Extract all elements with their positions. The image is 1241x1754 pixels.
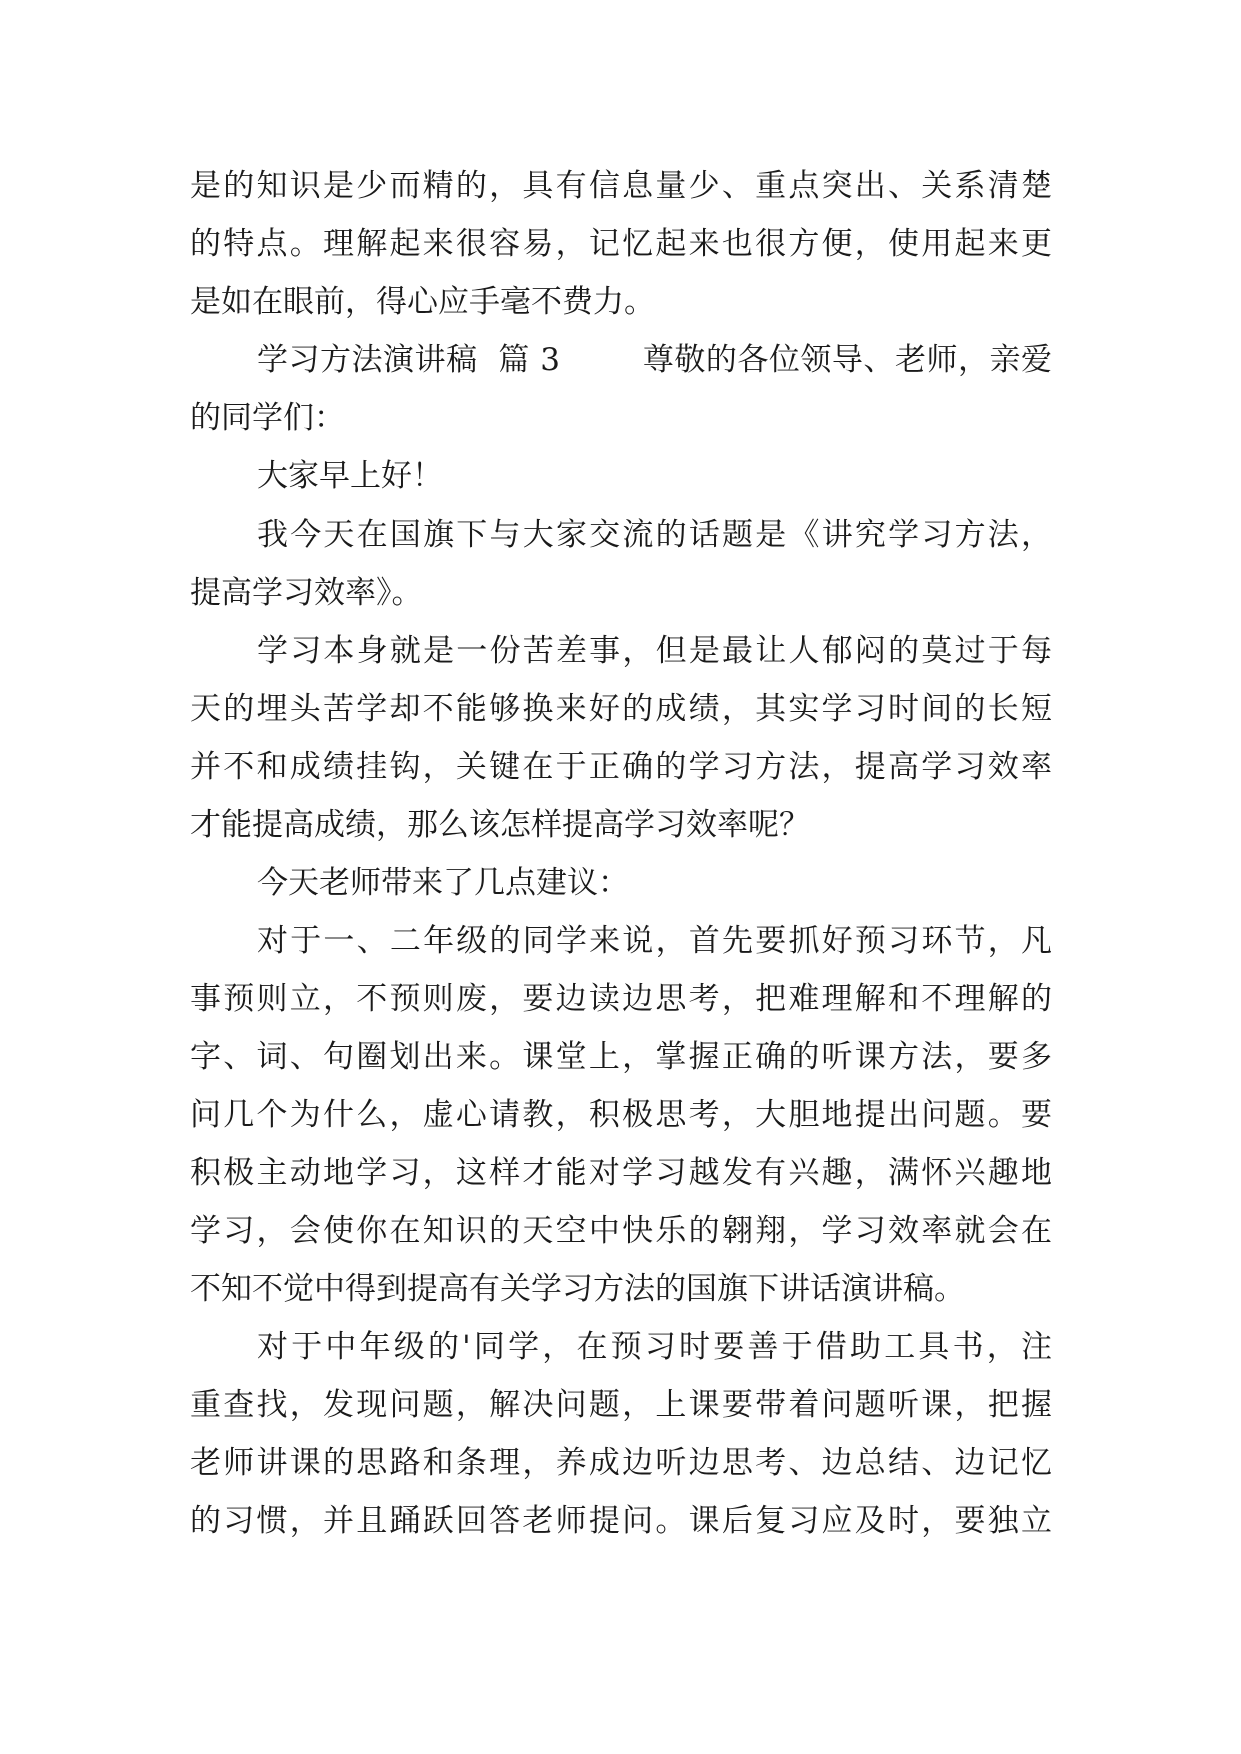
text-line: 对于中年级的'同学，在预习时要善于借助工具书，注	[257, 1329, 1052, 1365]
text-line: 今天老师带来了几点建议：	[257, 865, 629, 901]
text-line: 不知不觉中得到提高有关学习方法的国旗下讲话演讲稿。	[190, 1271, 965, 1307]
greeting-line: 大家早上好！	[257, 458, 443, 494]
text-line: 老师讲课的思路和条理，养成边听边思考、边总结、边记忆	[190, 1445, 1052, 1481]
text-line: 我今天在国旗下与大家交流的话题是《讲究学习方法，	[257, 517, 1052, 553]
text-line: 提高学习效率》。	[190, 575, 423, 611]
text-line: 问几个为什么，虚心请教，积极思考，大胆地提出问题。要	[190, 1097, 1052, 1133]
text-line: 事预则立，不预则废，要边读边思考，把难理解和不理解的	[190, 981, 1052, 1017]
text-line: 的同学们：	[190, 400, 345, 436]
text-line: 天的埋头苦学却不能够换来好的成绩，其实学习时间的长短	[190, 691, 1052, 727]
text-line: 字、词、句圈划出来。课堂上，掌握正确的听课方法，要多	[190, 1039, 1052, 1075]
text-line: 是的知识是少而精的，具有信息量少、重点突出、关系清楚	[190, 168, 1052, 204]
text-line: 并不和成绩挂钩，关键在于正确的学习方法，提高学习效率	[190, 749, 1052, 785]
text-line: 对于一、二年级的同学来说，首先要抓好预习环节，凡	[257, 923, 1052, 959]
text-line: 重查找，发现问题，解决问题，上课要带着问题听课，把握	[190, 1387, 1052, 1423]
text-line: 的习惯，并且踊跃回答老师提问。课后复习应及时，要独立	[190, 1503, 1052, 1539]
text-line: 学习，会使你在知识的天空中快乐的翱翔，学习效率就会在	[190, 1213, 1052, 1249]
text-line: 才能提高成绩，那么该怎样提高学习效率呢？	[190, 807, 810, 843]
section-heading-line: 学习方法演讲稿 篇 3 尊敬的各位领导、老师，亲爱	[257, 342, 1052, 378]
text-line: 的特点。理解起来很容易，记忆起来也很方便，使用起来更	[190, 226, 1052, 262]
text-line: 是如在眼前，得心应手毫不费力。	[190, 284, 655, 320]
text-line: 积极主动地学习，这样才能对学习越发有兴趣，满怀兴趣地	[190, 1155, 1052, 1191]
text-line: 学习本身就是一份苦差事，但是最让人郁闷的莫过于每	[257, 633, 1052, 669]
